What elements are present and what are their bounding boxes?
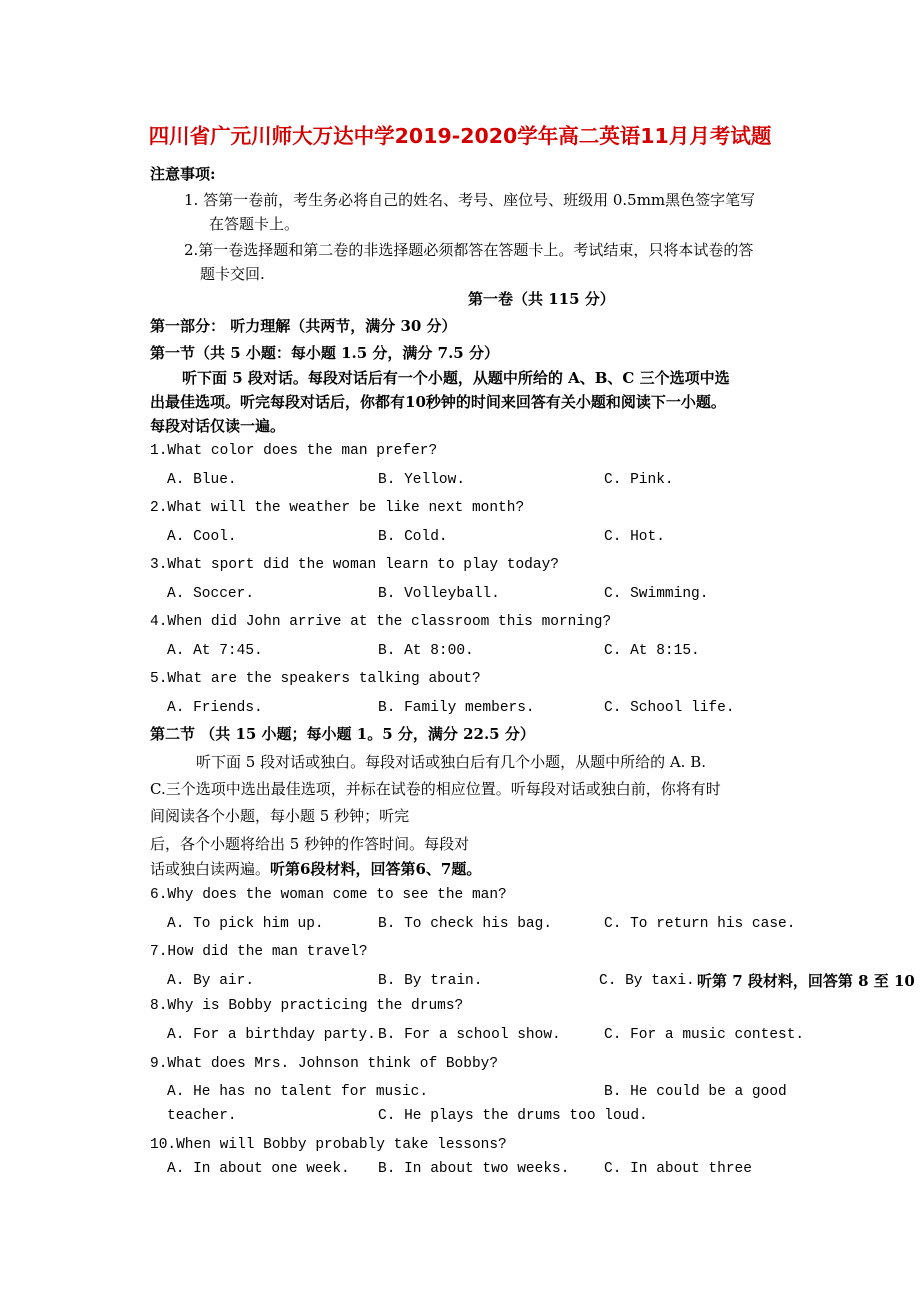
question-10-stem: 10.When will Bobby probably take lessons?: [150, 1137, 507, 1153]
question-4-option-b: B. At 8:00.: [378, 643, 474, 659]
section2-instruction-3: 间阅读各个小题，每小题 5 秒钟；听完: [150, 807, 410, 825]
question-1-option-a: A. Blue.: [167, 472, 237, 488]
section2-heading: 第二节 （共 15 小题；每小题 1。5 分，满分 22.5 分）: [150, 725, 535, 743]
question-9-stem: 9.What does Mrs. Johnson think of Bobby?: [150, 1056, 499, 1072]
question-2-option-a: A. Cool.: [167, 529, 237, 545]
question-9-option-b-cont: teacher.: [167, 1108, 237, 1124]
notice-heading: 注意事项:: [150, 165, 216, 183]
question-6-option-b: B. To check his bag.: [378, 916, 553, 932]
question-7-option-c: C. By taxi.: [599, 973, 695, 989]
section1-heading: 第一节（共 5 小题：每小题 1.5 分，满分 7.5 分）: [150, 344, 499, 362]
question-5-option-a: A. Friends.: [167, 700, 263, 716]
question-10-option-c: C. In about three: [604, 1161, 752, 1177]
question-4-stem: 4.When did John arrive at the classroom this morning?: [150, 614, 612, 630]
section2-instruction: 听下面 5 段对话或独白。每段对话或独白后有几个小题，从题中所给的 A. B.: [196, 753, 707, 771]
question-6-option-c: C. To return his case.: [604, 916, 796, 932]
section1-instruction: 听下面 5 段对话。每段对话后有一个小题，从题中所给的 A、B、C 三个选项中选: [182, 369, 730, 387]
question-4-option-a: A. At 7:45.: [167, 643, 263, 659]
question-6-option-a: A. To pick him up.: [167, 916, 324, 932]
exam-title: 四川省广元川师大万达中学2019-2020学年高二英语11月月考试题: [148, 124, 772, 148]
question-8-option-a: A. For a birthday party.: [167, 1027, 376, 1043]
question-10-option-a: A. In about one week.: [167, 1161, 350, 1177]
question-9-option-a: A. He has no talent for music.: [167, 1084, 429, 1100]
notice-item-2: 2.第一卷选择题和第二卷的非选择题必须都答在答题卡上。考试结束，只将本试卷的答: [184, 241, 754, 259]
material-6-note: 听第6段材料，回答第6、7题。: [270, 860, 482, 878]
question-2-option-b: B. Cold.: [378, 529, 448, 545]
section2-instruction-5a: 话或独白读两遍。: [150, 860, 271, 878]
question-1-option-c: C. Pink.: [604, 472, 674, 488]
section2-instruction-5: [150, 859, 481, 879]
section1-instruction-cont: 出最佳选项。听完每段对话后，你都有10秒钟的时间来回答有关小题和阅读下一小题。: [150, 393, 726, 411]
question-2-option-c: C. Hot.: [604, 529, 665, 545]
question-7-option-a: A. By air.: [167, 973, 255, 989]
section2-instruction-2: C.三个选项中选出最佳选项，并标在试卷的相应位置。听每段对话或独白前，你将有时: [150, 780, 721, 798]
question-1-stem: 1.What color does the man prefer?: [150, 443, 438, 459]
material-7-note-clip: [697, 971, 920, 993]
material-7-note: 听第 7 段材料，回答第 8 至 10: [697, 972, 915, 990]
question-9-option-b: B. He could be a good: [604, 1084, 787, 1100]
question-7-stem: 7.How did the man travel?: [150, 944, 368, 960]
question-1-option-b: B. Yellow.: [378, 472, 466, 488]
question-9-option-c: C. He plays the drums too loud.: [378, 1108, 648, 1124]
question-7-option-b: B. By train.: [378, 973, 483, 989]
question-3-option-a: A. Soccer.: [167, 586, 255, 602]
notice-item-1-cont: 在答题卡上。: [209, 215, 300, 233]
question-3-option-c: C. Swimming.: [604, 586, 709, 602]
question-10-option-b: B. In about two weeks.: [378, 1161, 570, 1177]
notice-item-1: 1. 答第一卷前，考生务必将自己的姓名、考号、座位号、班级用 0.5mm黑色签字笔写: [184, 191, 756, 209]
question-8-option-b: B. For a school show.: [378, 1027, 561, 1043]
question-5-option-c: C. School life.: [604, 700, 735, 716]
question-2-stem: 2.What will the weather be like next month?: [150, 500, 525, 516]
question-8-stem: 8.Why is Bobby practicing the drums?: [150, 998, 464, 1014]
section2-instruction-4: 后，各个小题将给出 5 秒钟的作答时间。每段对: [150, 835, 470, 853]
question-3-option-b: B. Volleyball.: [378, 586, 500, 602]
volume-heading: 第一卷（共 115 分）: [468, 290, 615, 308]
question-5-option-b: B. Family members.: [378, 700, 535, 716]
question-5-stem: 5.What are the speakers talking about?: [150, 671, 481, 687]
section1-instruction-end: 每段对话仅读一遍。: [150, 417, 286, 435]
question-4-option-c: C. At 8:15.: [604, 643, 700, 659]
part-heading: 第一部分： 听力理解（共两节，满分 30 分）: [150, 317, 457, 335]
notice-item-2-cont: 题卡交回.: [200, 265, 265, 283]
question-6-stem: 6.Why does the woman come to see the man?: [150, 887, 507, 903]
question-8-option-c: C. For a music contest.: [604, 1027, 805, 1043]
question-3-stem: 3.What sport did the woman learn to play today?: [150, 557, 559, 573]
